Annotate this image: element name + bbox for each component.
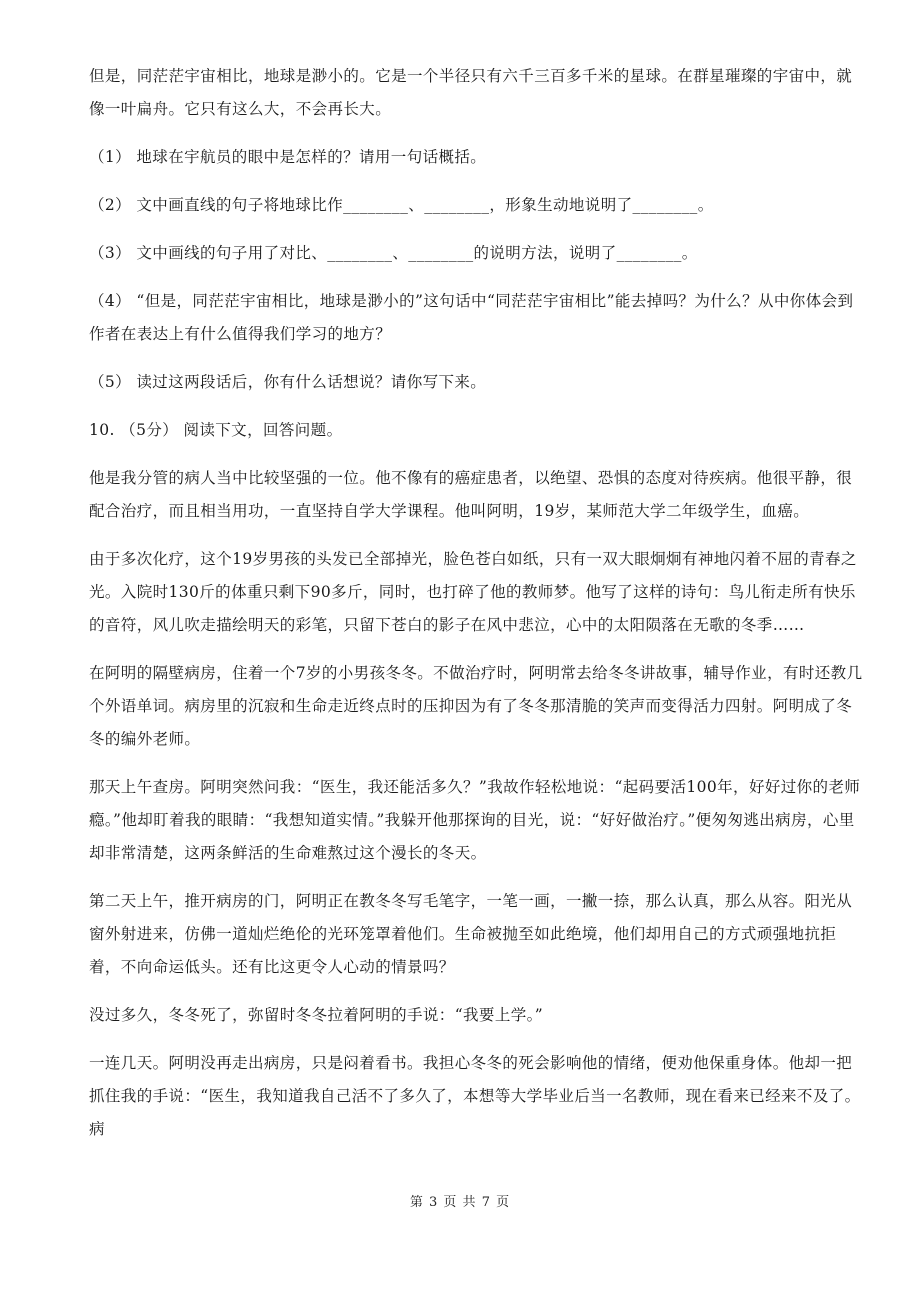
story-paragraph-2: 由于多次化疗，这个19岁男孩的头发已全部掉光，脸色苍白如纸，只有一双大眼炯炯有神地闪着不屈的青春之光。入院时130斤的体重只剩下90多斤，同时，也打碎了他的教师梦。他写了这样的诗句：鸟儿衔走所有快乐的音符，风儿吹走描绘明天的彩笔，只留下苍白的影子在风中悲泣，心中的太阳陨落在无歌的冬季…… [89, 550, 857, 634]
question-1: （1） 地球在宇航员的眼中是怎样的？请用一句话概括。 [89, 148, 487, 166]
story-paragraph-7: 一连几天。阿明没再走出病房，只是闷着看书。我担心冬冬的死会影响他的情绪，便劝他保重身体。他却一把抓住我的手说：“医生，我知道我自己活不了多久了，本想等大学毕业后当一名教师，现在看来已经来不及了。病 [89, 1054, 861, 1138]
intro-paragraph: 但是，同茫茫宇宙相比，地球是渺小的。它是一个半径只有六千三百多千米的星球。在群星璀璨的宇宙中，就像一叶扁舟。它只有这么大，不会再长大。 [89, 67, 853, 118]
question-3: （3） 文中画线的句子用了对比、________、________的说明方法，说明了________。 [89, 244, 698, 262]
document-body [89, 60, 867, 1146]
question-5: （5） 读过这两段话后，你有什么话想说？请你写下来。 [89, 373, 487, 391]
story-paragraph-6: 没过多久，冬冬死了，弥留时冬冬拉着阿明的手说：“我要上学。” [89, 1006, 544, 1024]
story-paragraph-1: 他是我分管的病人当中比较坚强的一位。他不像有的癌症患者，以绝望、恐惧的态度对待疾病。他很平静，很配合治疗，而且相当用功，一直坚持自学大学课程。他叫阿明，19岁，某师范大学二年级学生，血癌。 [89, 469, 853, 520]
question-4: （4） “但是，同茫茫宇宙相比，地球是渺小的”这句话中“同茫茫宇宙相比”能去掉吗？为什么？从中你体会到作者在表达上有什么值得我们学习的地方？ [89, 292, 854, 343]
story-paragraph-3: 在阿明的隔壁病房，住着一个7岁的小男孩冬冬。不做治疗时，阿明常去给冬冬讲故事，辅导作业，有时还教几个外语单词。病房里的沉寂和生命走近终点时的压抑因为有了冬冬那清脆的笑声而变得活力四射。阿明成了冬冬的编外老师。 [89, 664, 863, 748]
story-paragraph-5: 第二天上午，推开病房的门，阿明正在教冬冬写毛笔字，一笔一画，一撇一捺，那么认真，那么从容。阳光从窗外射进来，仿佛一道灿烂绝伦的光环笼罩着他们。生命被抛至如此绝境，他们却用自己的方式顽强地抗拒着，不向命运低头。还有比这更令人心动的情景吗？ [89, 892, 853, 976]
page-number-footer: 第 3 页 共 7 页 [409, 1195, 511, 1210]
question-2: （2） 文中画直线的句子将地球比作________、________，形象生动地说明了________。 [89, 196, 714, 214]
story-paragraph-4: 那天上午查房。阿明突然问我：“医生，我还能活多久？”我故作轻松地说：“起码要活100年，好好过你的老师瘾。”他却盯着我的眼睛：“我想知道实情。”我躲开他那探询的目光，说：“好好做治疗。”便匆匆逃出病房，心里却非常清楚，这两条鲜活的生命难熬过这个漫长的冬天。 [89, 778, 861, 862]
question-10-header: 10. （5分） 阅读下文，回答问题。 [89, 421, 343, 439]
